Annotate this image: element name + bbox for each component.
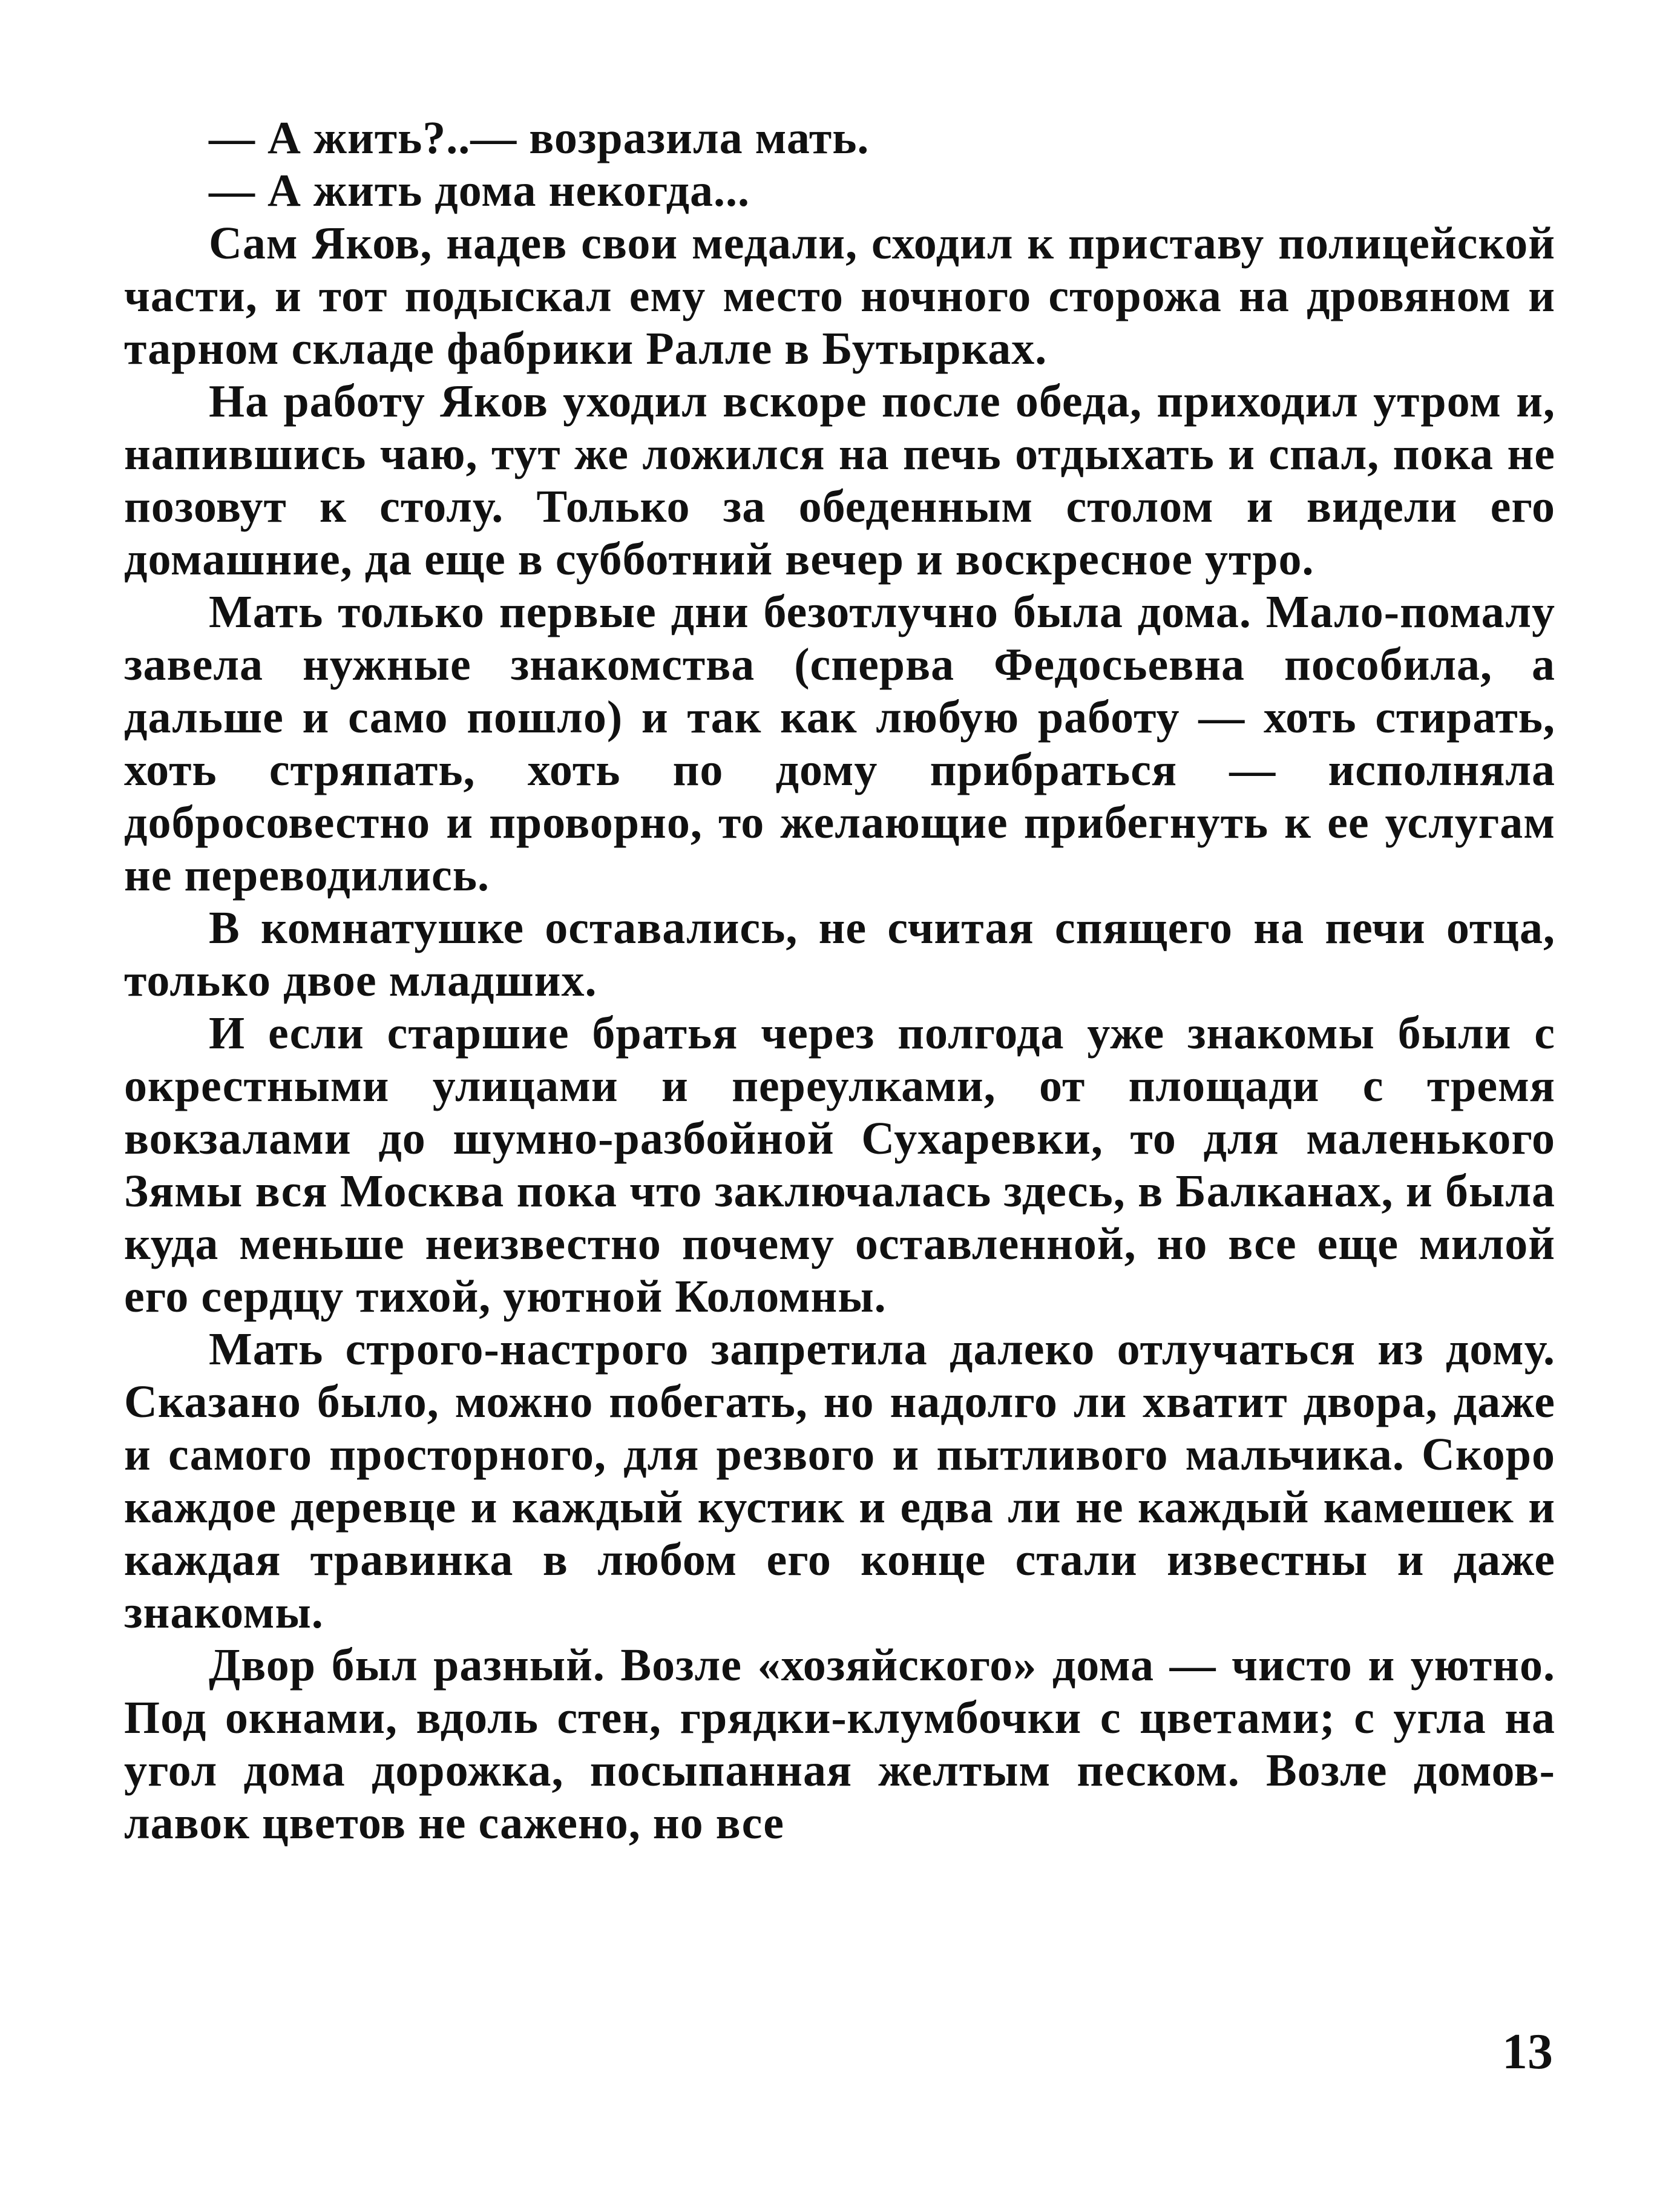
paragraph-yakov-routine: На работу Яков уходил вскоре после обеда, приходил утром и, напившись чаю, тут же ложился на печь отдыхать и спал, пока не позовут к столу. Только за обеденным столом и видели его домашние, да еще в субботний вечер и воскресное утро. [124, 376, 1555, 585]
paragraph-dialogue-1: — А жить?..— возразила мать. [209, 113, 870, 163]
paragraph-mother-rule: Мать строго-настрого запретила далеко отлучаться из дому. Сказано было, можно побегать, но надолго ли хватит двора, даже и самого просторного, для резвого и пытливого мальчика. Скоро каждое деревце и каждый кустик и едва ли не каждый камешек и каждая травинка в любом его конце стали известны и даже знакомы. [124, 1324, 1555, 1638]
paragraph-mother-work: Мать только первые дни безотлучно была дома. Мало-помалу завела нужные знакомства (сперва Федосьевна пособила, а дальше и само пошло) и так как любую работу — хоть стирать, хоть стряпать, хоть по дому прибраться — исполняла добросовестно и проворно, то желающие прибегнуть к ее услугам не переводились. [124, 587, 1555, 901]
paragraph-yakov-job: Сам Яков, надев свои медали, сходил к приставу полицейской части, и тот подыскал ему место ночного сторожа на дровяном и тарном складе фабрики Ралле в Бутырках. [124, 218, 1555, 374]
paragraph-yard: Двор был разный. Возле «хозяйского» дома — чисто и уютно. Под окнами, вдоль стен, грядки-клумбочки с цветами; с угла на угол дома дорожка, посыпанная желтым песком. Возле домов-лавок цветов не сажено, но все [124, 1640, 1555, 1849]
paragraph-room: В комнатушке оставались, не считая спящего на печи отца, только двое младших. [124, 902, 1555, 1006]
paragraph-brothers: И если старшие братья через полгода уже знакомы были с окрестными улицами и переулками, от площади с тремя вокзалами до шумно-разбойной Сухаревки, то для маленького Зямы вся Москва пока что заключалась здесь, в Балканах, и была куда меньше неизвестно почему оставленной, но все еще милой его сердцу тихой, уютной Коломны. [124, 1008, 1555, 1322]
page-number: 13 [1502, 2023, 1553, 2080]
paragraph-dialogue-2: — А жить дома некогда... [209, 165, 750, 216]
body-text [124, 112, 1555, 1850]
